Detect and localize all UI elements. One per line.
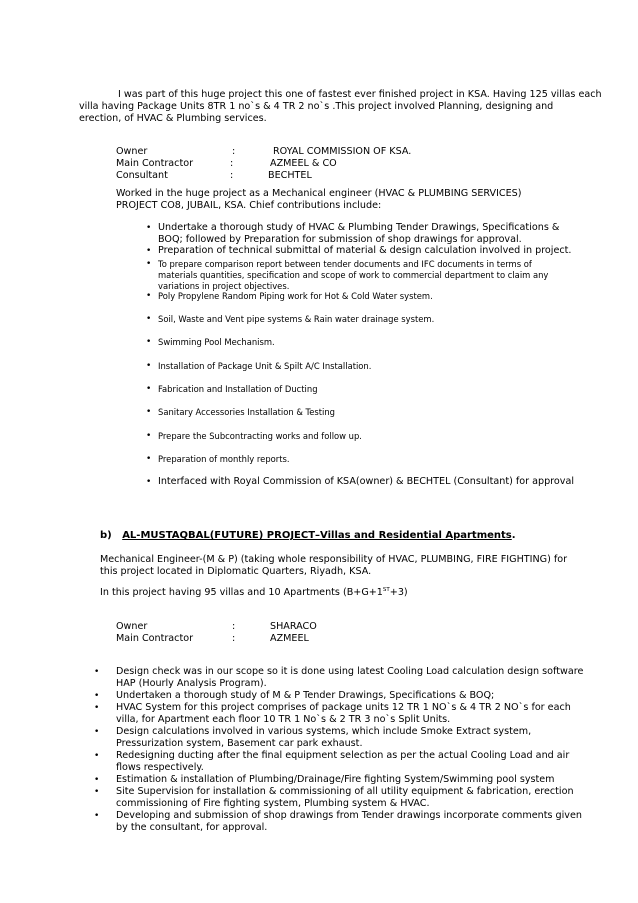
- list-item-continuation: villa, for Apartment each floor 10 TR 1 No`s & 2 TR 3 no`s Split Units.: [116, 714, 451, 725]
- list-item: To prepare comparison report between tender documents and IFC documents in terms of: [158, 259, 532, 269]
- party-label: Main Contractor: [116, 158, 194, 169]
- party-label: Main Contractor: [116, 633, 194, 644]
- bullet-icon: •: [146, 384, 152, 394]
- bullet-icon: •: [146, 314, 152, 324]
- intro-line-2: villa having Package Units 8TR 1 no`s & 4 TR 2 no`s .This project involved Planning, designing and: [79, 101, 554, 112]
- list-item: Undertake a thorough study of HVAC & Plumbing Tender Drawings, Specifications &: [158, 222, 560, 233]
- party-label: Consultant: [116, 170, 168, 181]
- party-value: SHARACO: [270, 621, 317, 632]
- list-item: Redesigning ducting after the final equipment selection as per the actual Cooling Load and air: [116, 750, 570, 761]
- description-line-2: this project located in Diplomatic Quarters, Riyadh, KSA.: [100, 566, 372, 577]
- worked-line-1: Worked in the huge project as a Mechanical engineer (HVAC & PLUMBING SERVICES): [116, 188, 522, 199]
- bullet-icon: •: [146, 454, 152, 464]
- list-item-continuation: commissioning of Fire fighting system, Plumbing system & HVAC.: [116, 798, 430, 809]
- list-item: Undertaken a thorough study of M & P Tender Drawings, Specifications & BOQ;: [116, 690, 495, 701]
- list-item: Developing and submission of shop drawings from Tender drawings incorporate comments given: [116, 810, 582, 821]
- party-separator: :: [232, 146, 236, 157]
- section-prefix: b): [100, 530, 112, 541]
- list-item: Sanitary Accessories Installation & Testing: [158, 407, 335, 417]
- list-item: Interfaced with Royal Commission of KSA(owner) & BECHTEL (Consultant) for approval: [158, 476, 574, 487]
- list-item: Poly Propylene Random Piping work for Hot & Cold Water system.: [158, 291, 433, 301]
- bullet-icon: •: [94, 727, 100, 737]
- party-value: AZMEEL & CO: [270, 158, 337, 169]
- list-item: Design check was in our scope so it is done using latest Cooling Load calculation design software: [116, 666, 584, 677]
- party-value: BECHTEL: [268, 170, 312, 181]
- list-item: Preparation of monthly reports.: [158, 454, 290, 464]
- description-line-1: Mechanical Engineer-(M & P) (taking whole responsibility of HVAC, PLUMBING, FIRE FIGHTING) for: [100, 554, 568, 565]
- list-item-continuation: Pressurization system, Basement car park exhaust.: [116, 738, 363, 749]
- bullet-icon: •: [94, 667, 100, 677]
- bullet-icon: •: [94, 751, 100, 761]
- section-heading: [100, 530, 516, 542]
- bullet-icon: •: [146, 291, 152, 301]
- bullet-icon: •: [146, 361, 152, 371]
- list-item: Site Supervision for installation & commissioning of all utility equipment & fabrication, erection: [116, 786, 574, 797]
- list-item-continuation: flows respectively.: [116, 762, 204, 773]
- party-separator: :: [230, 170, 234, 181]
- intro-line-3: erection, of HVAC & Plumbing services.: [79, 113, 267, 124]
- section-title: AL-MUSTAQBAL(FUTURE) PROJECT–Villas and Residential Apartments: [122, 530, 512, 541]
- list-item: Installation of Package Unit & Spilt A/C Installation.: [158, 361, 372, 371]
- bullet-icon: •: [146, 337, 152, 347]
- list-item: Estimation & installation of Plumbing/Drainage/Fire fighting System/Swimming pool system: [116, 774, 555, 785]
- bullet-icon: •: [94, 811, 100, 821]
- list-item: Fabrication and Installation of Ducting: [158, 384, 318, 394]
- bullet-icon: •: [146, 223, 152, 233]
- bullet-icon: •: [94, 691, 100, 701]
- list-item-continuation: materials quantities, specification and scope of work to commercial department to claim any: [158, 270, 549, 280]
- bullet-icon: •: [94, 703, 100, 713]
- list-item: Preparation of technical submittal of material & design calculation involved in project.: [158, 245, 572, 256]
- list-item: Soil, Waste and Vent pipe systems & Rain water drainage system.: [158, 314, 435, 324]
- list-item-continuation: by the consultant, for approval.: [116, 822, 268, 833]
- intro-line-1: I was part of this huge project this one of fastest ever finished project in KSA. Having 125 villas each: [118, 89, 602, 100]
- party-label: Owner: [116, 146, 148, 157]
- bullet-icon: •: [146, 407, 152, 417]
- villas-line: [100, 587, 408, 599]
- bullet-icon: •: [146, 477, 152, 487]
- villas-superscript: ST: [382, 587, 390, 593]
- list-item: Swimming Pool Mechanism.: [158, 337, 275, 347]
- section-title-end: .: [511, 530, 516, 541]
- party-value: ROYAL COMMISSION OF KSA.: [273, 146, 412, 157]
- bullet-icon: •: [146, 259, 152, 269]
- list-item: Design calculations involved in various systems, which include Smoke Extract system,: [116, 726, 532, 737]
- bullet-icon: •: [94, 787, 100, 797]
- villas-text-end: +3): [389, 587, 408, 598]
- list-item: Prepare the Subcontracting works and follow up.: [158, 431, 362, 441]
- bullet-icon: •: [146, 246, 152, 256]
- party-value: AZMEEL: [270, 633, 309, 644]
- list-item-continuation: HAP (Hourly Analysis Program).: [116, 678, 267, 689]
- worked-line-2: PROJECT CO8, JUBAIL, KSA. Chief contributions include:: [116, 200, 382, 211]
- party-label: Owner: [116, 621, 148, 632]
- party-separator: :: [230, 158, 234, 169]
- list-item-continuation: BOQ; followed by Preparation for submission of shop drawings for approval.: [158, 234, 522, 245]
- party-separator: :: [232, 621, 236, 632]
- list-item: HVAC System for this project comprises of package units 12 TR 1 NO`s & 4 TR 2 NO`s for each: [116, 702, 571, 713]
- bullet-icon: •: [94, 775, 100, 785]
- list-item-continuation: variations in project objectives.: [158, 281, 290, 291]
- party-separator: :: [232, 633, 236, 644]
- bullet-icon: •: [146, 431, 152, 441]
- villas-text: In this project having 95 villas and 10 Apartments (B+G+1: [100, 587, 383, 598]
